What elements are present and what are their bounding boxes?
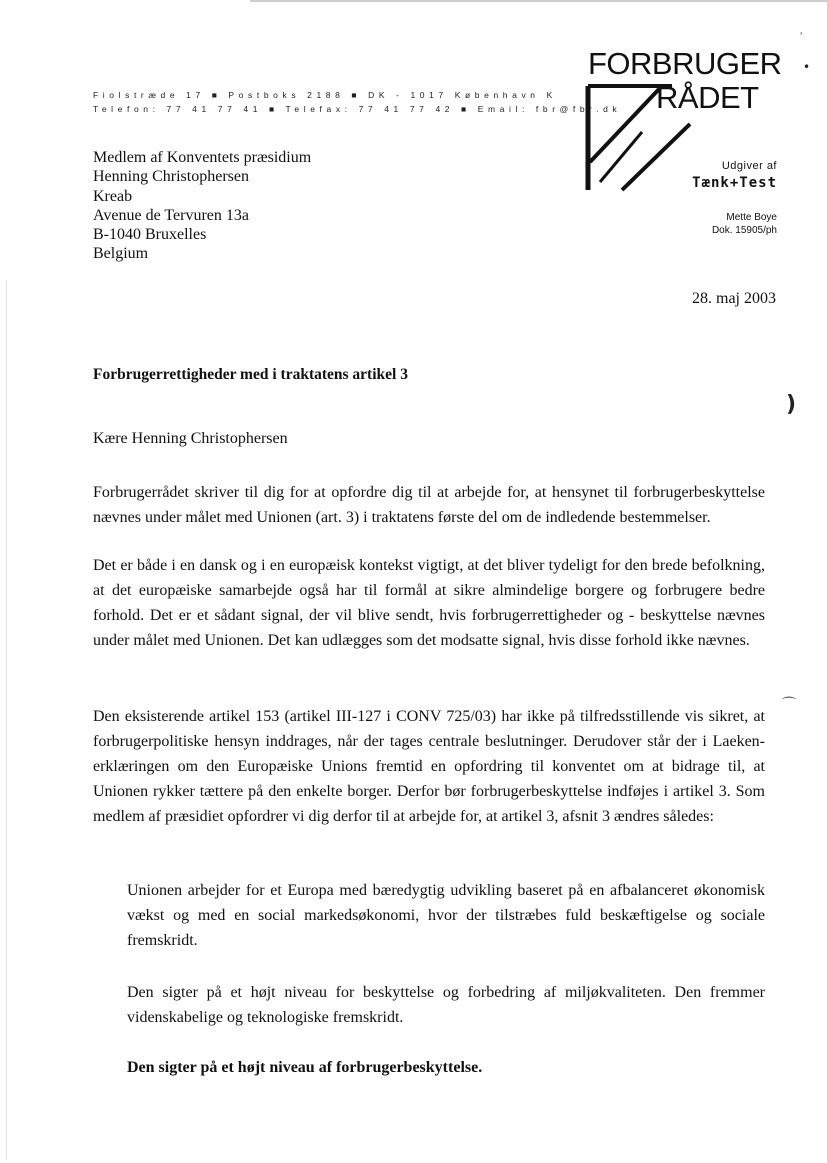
recipient-line: B-1040 Bruxelles xyxy=(93,226,207,244)
quoted-article-paragraph: Den sigter på et højt niveau for beskyttelse og forbedring af miljøkvaliteten. Den fremmer videnskabelige og teknologiske fremskridt. xyxy=(127,984,765,1026)
publisher-name: Tænk+Test xyxy=(692,175,777,191)
publisher-label: Udgiver af xyxy=(721,160,777,172)
quoted-article-paragraph-bold: Den sigter på et højt niveau af forbrugerbeskyttelse. xyxy=(127,1059,483,1076)
forbrugerraadet-logo-icon xyxy=(580,72,695,197)
recipient-line: Belgium xyxy=(93,245,149,263)
scan-speck: ⌒ xyxy=(782,697,796,713)
letterhead-address: Fiolstræde 17 ■ Postboks 2188 ■ DK - 1017 København K xyxy=(93,90,557,100)
scan-speck: ) xyxy=(786,392,797,417)
recipient-line: Kreab xyxy=(93,187,133,205)
letterhead-contact: Telefon: 77 41 77 41 ■ Telefax: 77 41 77 42 ■ Email: fbr@fbr.dk xyxy=(93,104,622,114)
letter-date: 28. maj 2003 xyxy=(692,290,776,307)
body-paragraph: Det er både i en dansk og i en europæisk kontekst vigtigt, at det bliver tydeligt for den brede befolkning, at det europæiske samarbejde også har til formål at sikre almindelige borgere og forbrugere bedre forhold. Det er et sådant signal, der vil blive sendt, hvis forbrugerrettigheder og - beskyttelse nævnes under målet med Unionen. Det kan udlægges som det modsatte signal, hvis disse forhold ikke nævnes. xyxy=(93,557,765,649)
body-paragraph: Forbrugerrådet skriver til dig for at opfordre dig til at arbejde for, at hensynet til forbrugerbeskyttelse nævnes under målet med Unionen (art. 3) i traktatens første del om de indledende bestemmelser. xyxy=(93,484,765,526)
scan-speck: • xyxy=(803,60,811,74)
logo-text-raadet: RÅDET xyxy=(656,80,759,115)
scan-left-margin xyxy=(6,280,7,1160)
recipient-address-block xyxy=(93,148,311,264)
letter-salutation: Kære Henning Christophersen xyxy=(93,430,288,447)
scan-speck: ˒ xyxy=(800,30,803,40)
body-paragraph: Den eksisterende artikel 153 (artikel III-127 i CONV 725/03) har ikke på tilfredsstillende vis sikret, at forbrugerpolitiske hensyn inddrages, når der tages centrale beslutninger. Derudover står der i Laeken-erklæringen om den Europæiske Unions fremtid en opfordring til konventet om at bidrage til, at Unionen rykker tættere på den enkelte borger. Derfor bør forbrugerbeskyttelse indføjes i artikel 3. Som medlem af præsidiet opfordrer vi dig derfor til at arbejde for, at artikel 3, afsnit 3 ændres således: xyxy=(93,708,765,825)
sender-name: Mette Boye xyxy=(726,212,777,223)
recipient-line: Henning Christophersen xyxy=(93,168,249,186)
document-number: Dok. 15905/ph xyxy=(711,225,777,236)
letter-subject: Forbrugerrettigheder med i traktatens artikel 3 xyxy=(93,366,408,383)
recipient-line: Medlem af Konventets præsidium xyxy=(93,149,312,166)
quoted-article-paragraph: Unionen arbejder for et Europa med bæredygtig udvikling baseret på en afbalanceret økonomisk vækst og med en social markedsøkonomi, hvor der tilstræbes fuld beskæftigelse og sociale fremskridt. xyxy=(127,882,765,949)
logo-text-forbruger: FORBRUGER xyxy=(588,46,782,81)
scan-top-rule xyxy=(250,0,827,2)
recipient-line: Avenue de Tervuren 13a xyxy=(93,206,249,224)
